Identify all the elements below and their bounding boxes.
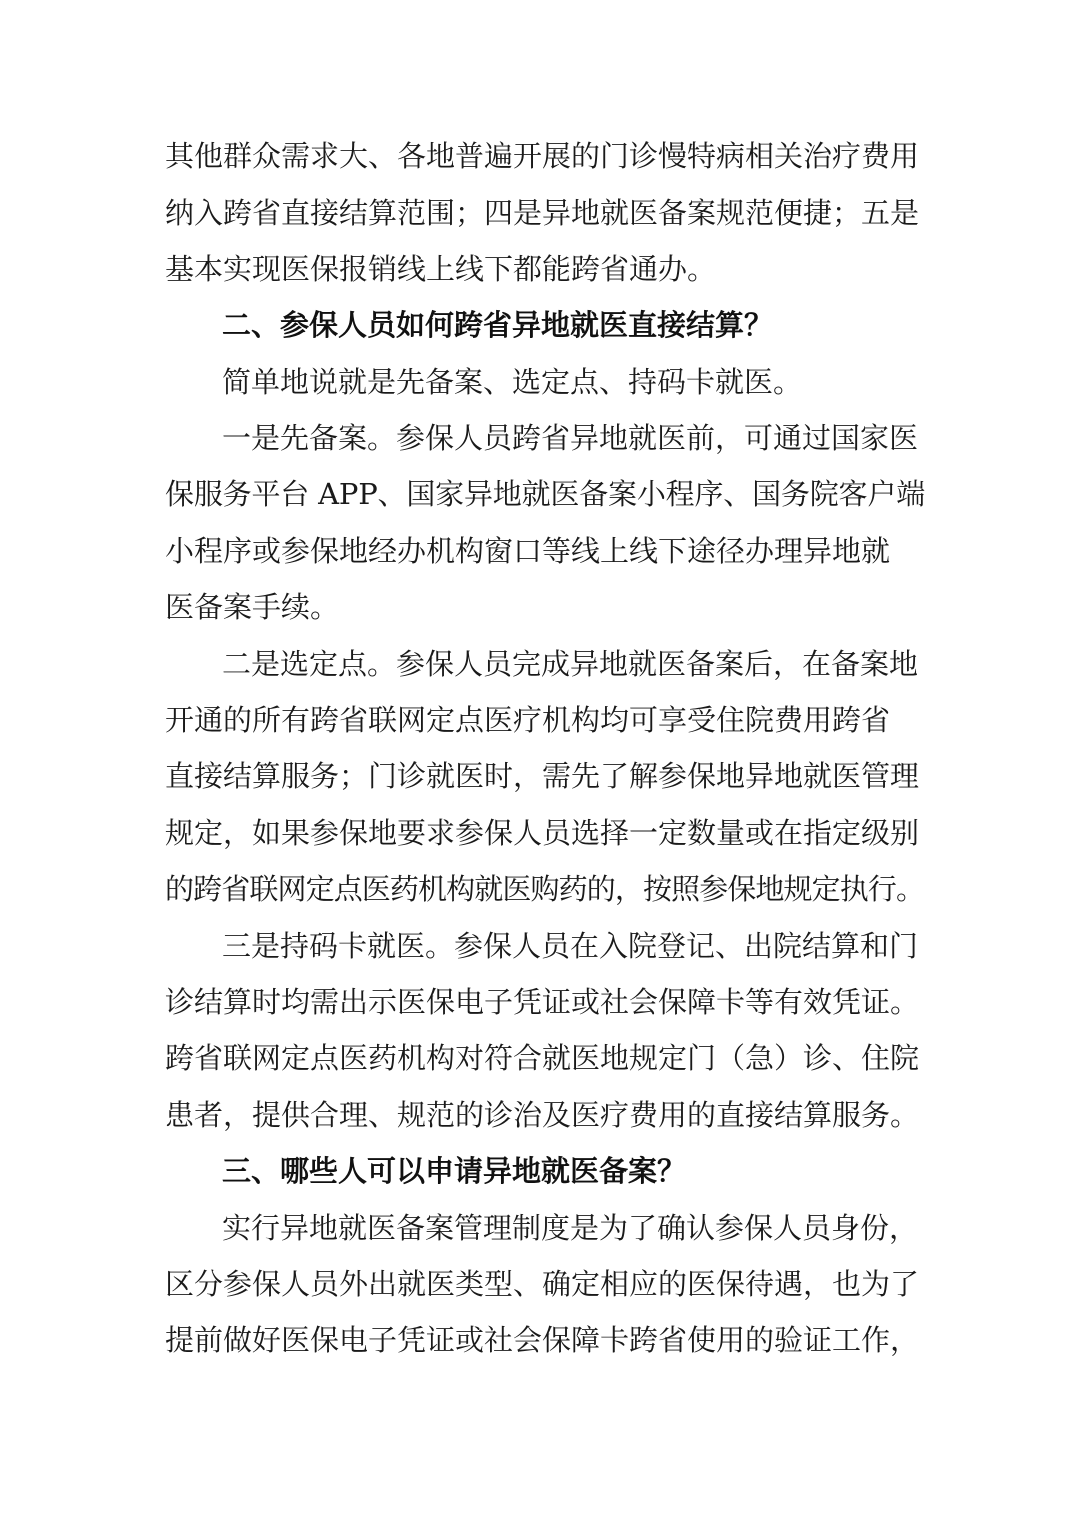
section-heading: 二、参保人员如何跨省异地就医直接结算？ [222, 308, 774, 342]
body-line: 诊结算时均需出示医保电子凭证或社会保障卡等有效凭证。 [165, 985, 920, 1019]
paragraph-first-line: 二是选定点。参保人员完成异地就医备案后，在备案地 [222, 647, 919, 681]
body-line: 的跨省联网定点医药机构就医购药的，按照参保地规定执行。 [165, 872, 925, 906]
body-line: 基本实现医保报销线上线下都能跨省通办。 [165, 252, 717, 286]
body-line: 直接结算服务；门诊就医时，需先了解参保地异地就医管理 [165, 759, 920, 793]
paragraph-first-line: 三是持码卡就医。参保人员在入院登记、出院结算和门 [222, 929, 919, 963]
body-line: 小程序或参保地经办机构窗口等线上线下途径办理异地就 [165, 534, 891, 568]
body-line: 规定，如果参保地要求参保人员选择一定数量或在指定级别 [165, 816, 920, 850]
body-line: 患者，提供合理、规范的诊治及医疗费用的直接结算服务。 [165, 1098, 920, 1132]
body-line: 保服务平台 APP、国家异地就医备案小程序、国务院客户端 [165, 477, 926, 511]
body-line: 医备案手续。 [165, 590, 340, 624]
paragraph-first-line: 一是先备案。参保人员跨省异地就医前，可通过国家医 [222, 421, 919, 455]
body-line: 提前做好医保电子凭证或社会保障卡跨省使用的验证工作， [165, 1323, 920, 1357]
paragraph-first-line: 实行异地就医备案管理制度是为了确认参保人员身份， [222, 1211, 919, 1245]
body-line: 开通的所有跨省联网定点医疗机构均可享受住院费用跨省 [165, 703, 891, 737]
body-line: 纳入跨省直接结算范围；四是异地就医备案规范便捷；五是 [165, 196, 920, 230]
body-line: 区分参保人员外出就医类型、确定相应的医保待遇，也为了 [165, 1267, 920, 1301]
body-line: 其他群众需求大、各地普遍开展的门诊慢特病相关治疗费用 [165, 139, 920, 173]
section-heading: 三、哪些人可以申请异地就医备案？ [222, 1154, 687, 1188]
paragraph-first-line: 简单地说就是先备案、选定点、持码卡就医。 [222, 365, 803, 399]
body-line: 跨省联网定点医药机构对符合就医地规定门（急）诊、住院 [165, 1041, 920, 1075]
